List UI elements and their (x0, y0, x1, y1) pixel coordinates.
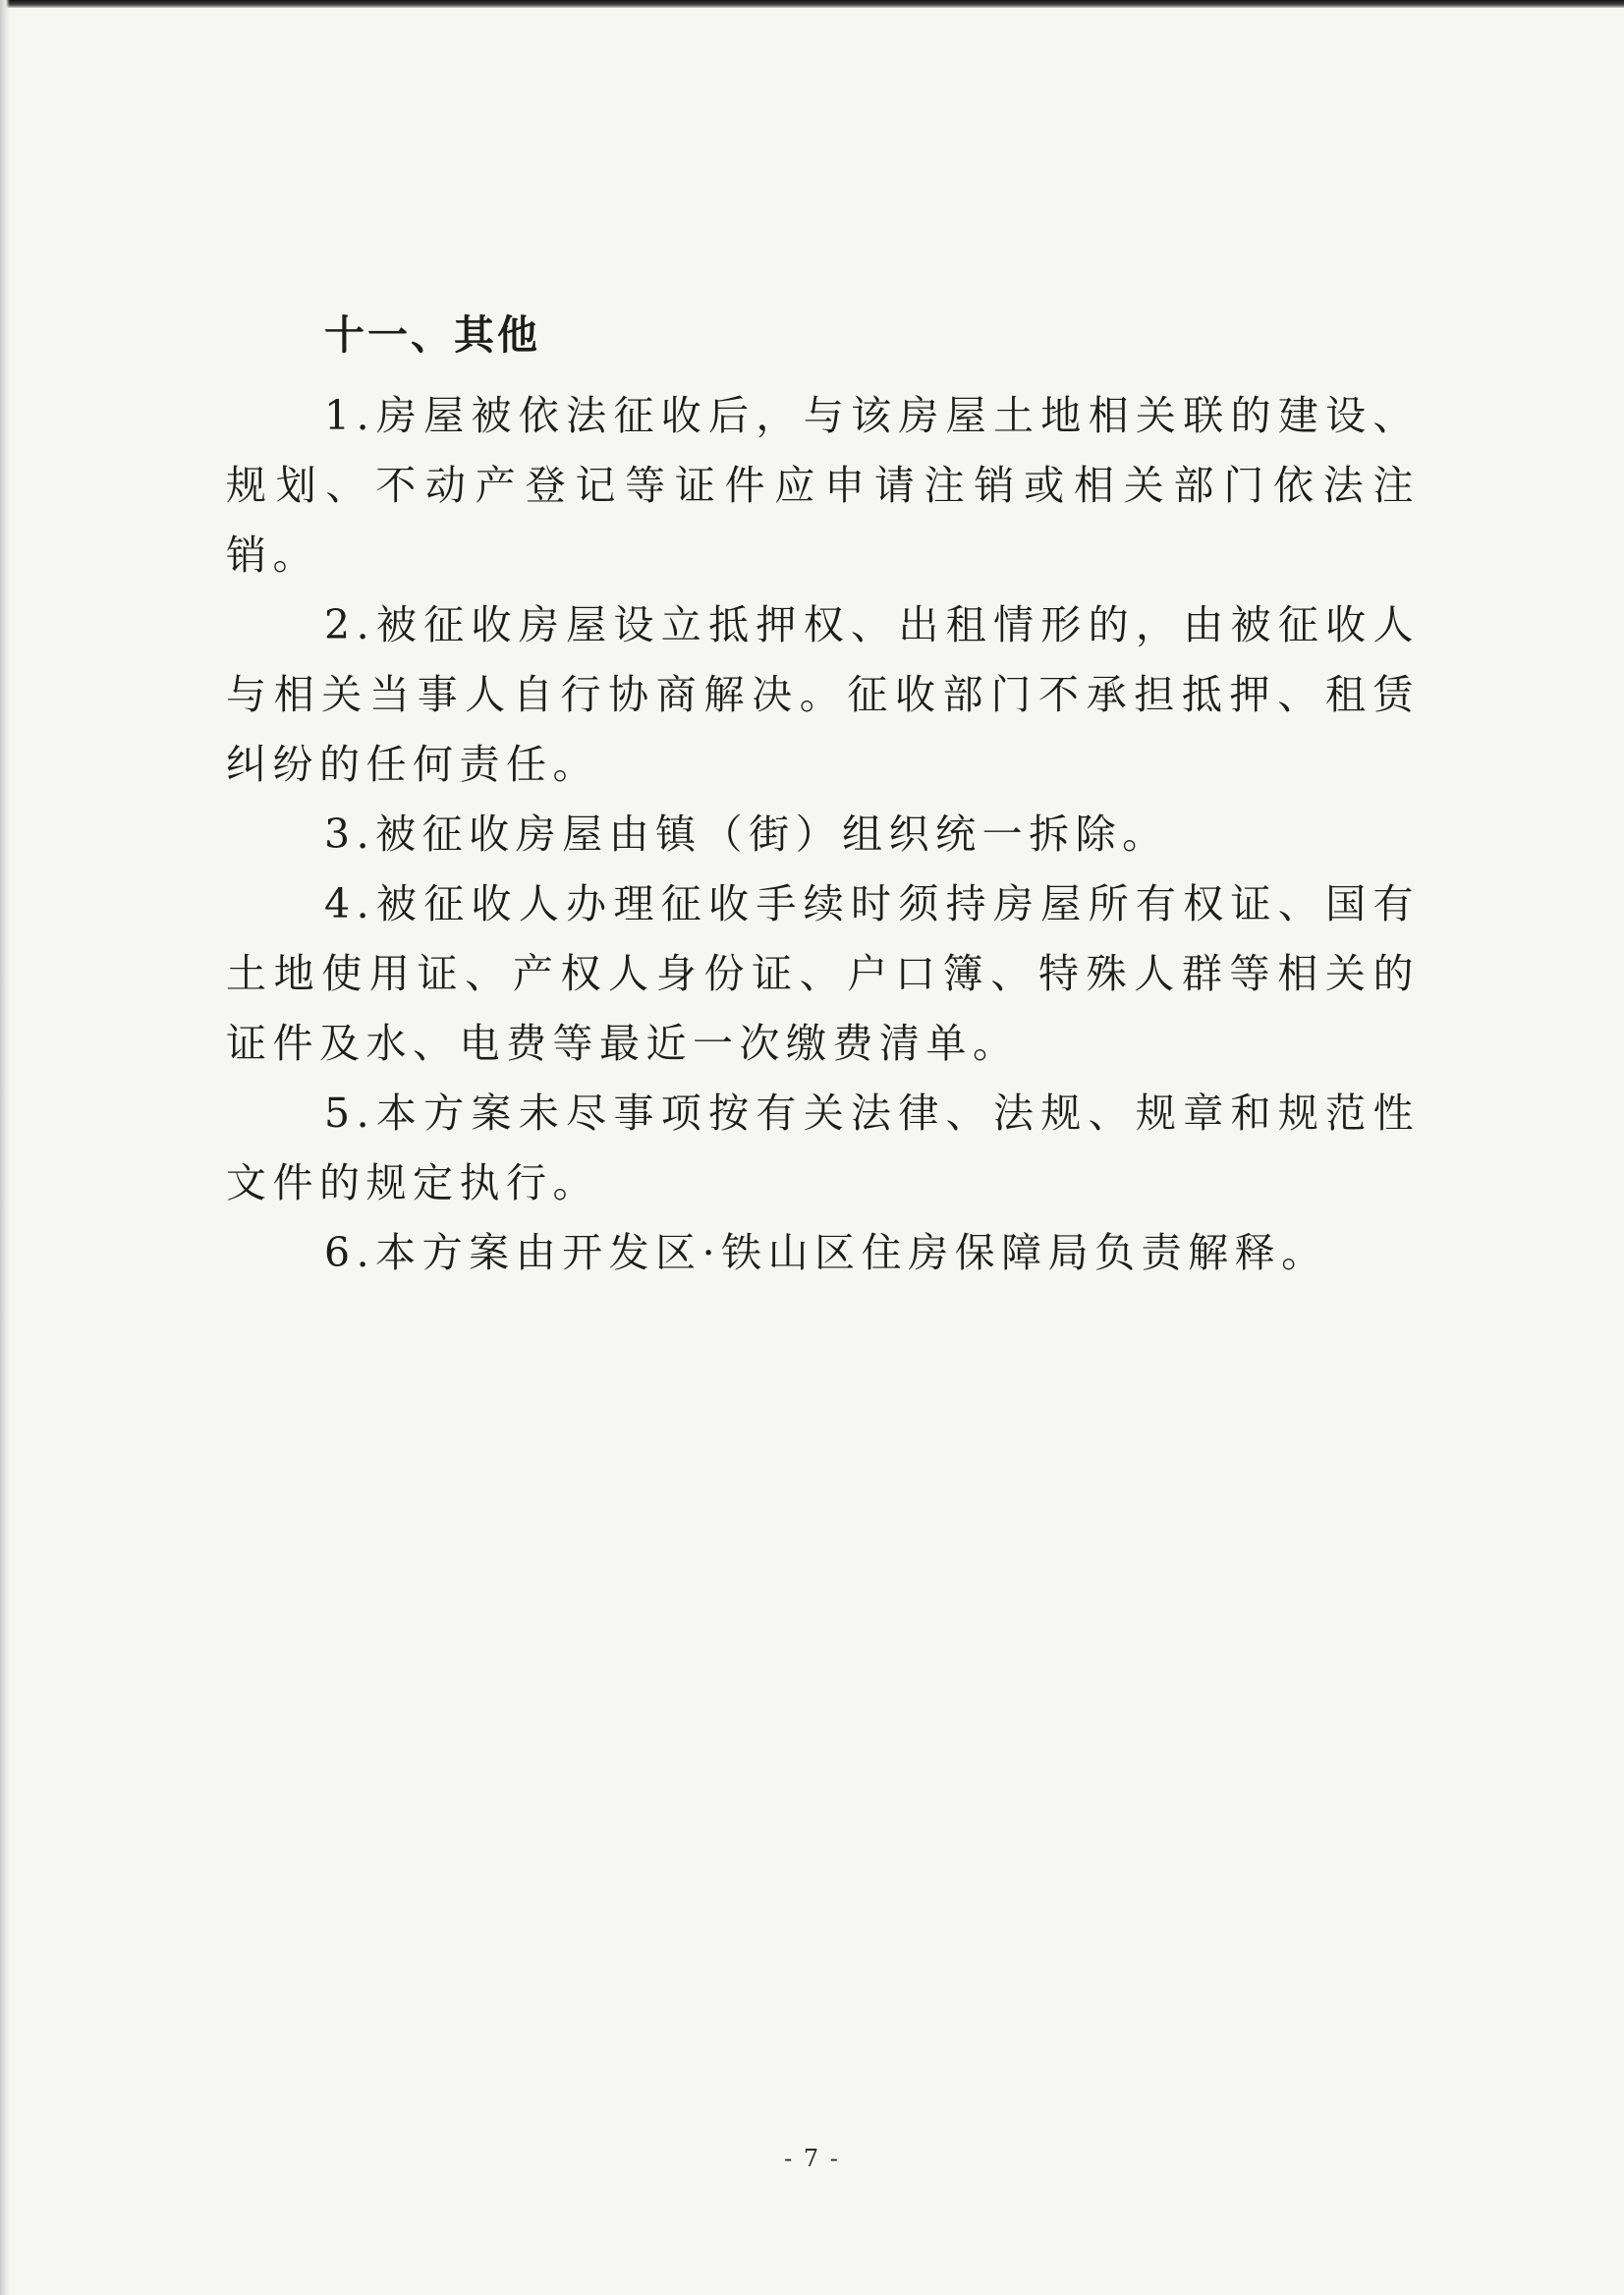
section-heading: 十一、其他 (324, 311, 540, 359)
paragraph-1: 1.房屋被依法征收后，与该房屋土地相关联的建设、规划、不动产登记等证件应申请注销或相关部门依法注销。 (226, 392, 1420, 579)
paragraph-6: 6.本方案由开发区·铁山区住房保障局负责解释。 (324, 1229, 1328, 1276)
paragraph-3: 3.被征收房屋由镇（街）组织统一拆除。 (324, 811, 1169, 858)
document-body (226, 381, 1420, 1288)
paragraph-2: 2.被征收房屋设立抵押权、出租情形的，由被征收人与相关当事人自行协商解决。征收部门不承担抵押、租赁纠纷的任何责任。 (226, 601, 1420, 788)
paragraph-4: 4.被征收人办理征收手续时须持房屋所有权证、国有土地使用证、产权人身份证、户口簿、特殊人群等相关的证件及水、电费等最近一次缴费清单。 (226, 880, 1420, 1067)
paragraph-5: 5.本方案未尽事项按有关法律、法规、规章和规范性文件的规定执行。 (226, 1090, 1420, 1206)
page-number: - 7 - (784, 2145, 840, 2172)
